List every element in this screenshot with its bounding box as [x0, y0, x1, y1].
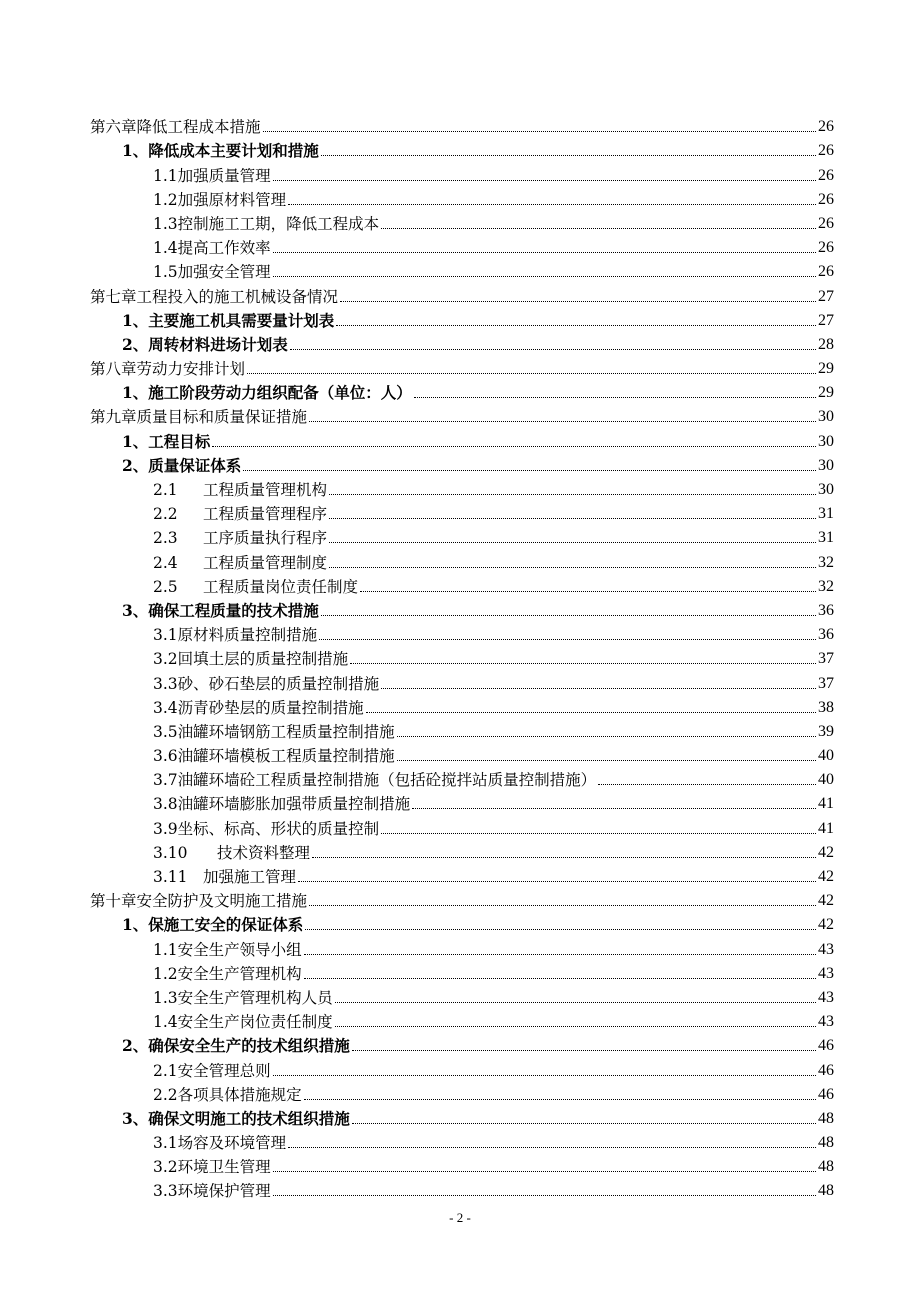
dot-leader [288, 1147, 816, 1148]
toc-entry-number: 2.2 [153, 1085, 178, 1104]
page-number: - 2 - [449, 1210, 471, 1225]
toc-entry-number: 2、 [122, 1036, 149, 1056]
toc-entry-title: 沥青砂垫层的质量控制措施 [177, 698, 364, 717]
toc-entry-title: 第六章降低工程成本措施 [90, 118, 261, 137]
toc-entry-title: 工程质量管理机构 [203, 481, 328, 499]
dot-leader [412, 808, 816, 809]
toc-entry-number: 1、 [122, 383, 149, 403]
toc-entry-page: 28 [818, 335, 834, 353]
toc-entry[interactable] [90, 209, 834, 233]
toc-entry-number: 3.1 [153, 1134, 178, 1153]
toc-entry[interactable] [90, 1104, 834, 1128]
toc-entry-label [90, 191, 286, 209]
toc-entry-label [90, 602, 319, 620]
dot-leader [304, 954, 816, 955]
toc-entry-label [90, 360, 245, 378]
dot-leader [360, 591, 816, 592]
toc-entry-title: 加强原材料管理 [177, 190, 287, 209]
toc-entry-page: 26 [818, 166, 834, 184]
toc-entry-label [90, 844, 310, 862]
toc-entry-title: 工程目标 [148, 431, 211, 451]
toc-entry-number: 3、 [122, 1108, 149, 1128]
dot-leader [366, 712, 816, 713]
toc-entry[interactable] [90, 1176, 834, 1200]
toc-entry-page: 42 [818, 868, 834, 885]
dot-leader [263, 131, 816, 132]
toc-entry[interactable] [90, 306, 834, 330]
toc-entry-number: 2.1 [153, 481, 178, 499]
dot-leader [336, 325, 816, 326]
dot-leader [381, 688, 816, 689]
toc-entry[interactable] [90, 281, 834, 305]
toc-entry-page: 42 [818, 892, 834, 910]
toc-entry[interactable] [90, 233, 834, 257]
toc-entry-page: 48 [818, 1182, 834, 1200]
toc-entry[interactable] [90, 354, 834, 378]
toc-entry-number: 3、 [122, 600, 149, 620]
toc-entry-page: 41 [818, 819, 834, 837]
dot-leader [273, 180, 816, 181]
toc-entry-label [90, 481, 327, 499]
toc-entry-page: 27 [818, 311, 834, 329]
toc-entry[interactable] [90, 910, 834, 934]
toc-entry-label [90, 723, 395, 741]
toc-entry-page: 29 [818, 384, 834, 402]
toc-entry-page: 38 [818, 698, 834, 716]
toc-entry-label [90, 1037, 350, 1055]
dot-leader [298, 881, 816, 882]
toc-entry-page: 31 [818, 529, 834, 547]
toc-entry-title: 加强施工管理 [203, 868, 297, 886]
toc-entry-title: 技术资料整理 [217, 843, 311, 862]
toc-entry-label [90, 892, 307, 910]
toc-entry-number: 3.4 [153, 698, 178, 717]
toc-entry-page: 30 [818, 481, 834, 498]
toc-entry-number: 1.4 [153, 1013, 178, 1032]
toc-entry-number: 2.5 [153, 577, 178, 596]
toc-entry-label [90, 795, 410, 813]
toc-entry-number: 3.9 [153, 819, 178, 838]
toc-entry-page: 26 [818, 118, 834, 136]
toc-entry-title: 原材料质量控制措施 [177, 626, 318, 645]
toc-entry-title: 场容及环境管理 [177, 1134, 287, 1153]
toc-entry-number: 3.2 [153, 650, 178, 669]
toc-entry-number: 1、 [122, 915, 149, 935]
toc-entry[interactable] [90, 838, 834, 862]
toc-entry[interactable] [90, 886, 834, 910]
dot-leader [319, 639, 816, 640]
toc-entry-number: 3.3 [153, 674, 178, 693]
toc-entry-number: 3.1 [153, 626, 178, 645]
toc-entry-title: 提高工作效率 [177, 239, 271, 258]
toc-entry-title: 第九章质量目标和质量保证措施 [90, 408, 308, 427]
dot-leader [290, 349, 816, 350]
toc-entry[interactable] [90, 813, 834, 837]
toc-entry-label [90, 312, 334, 330]
toc-entry[interactable] [90, 983, 834, 1007]
toc-entry[interactable] [90, 523, 834, 547]
toc-entry-title: 确保工程质量的技术措施 [148, 600, 319, 620]
toc-entry-page: 42 [818, 843, 834, 861]
dot-leader [309, 905, 816, 906]
dot-leader [309, 421, 816, 422]
toc-entry-number: 1.3 [153, 214, 178, 233]
toc-entry-title: 加强质量管理 [177, 166, 271, 185]
toc-entry-label [90, 384, 412, 402]
toc-entry-number: 2.4 [153, 553, 178, 572]
toc-entry-page: 27 [818, 287, 834, 305]
toc-entry-title: 油罐环墙膨胀加强带质量控制措施 [177, 795, 411, 814]
toc-entry-title: 环境保护管理 [177, 1182, 271, 1201]
toc-entry-page: 36 [818, 601, 834, 619]
toc-entry-page: 26 [818, 214, 834, 232]
toc-entry-page: 36 [818, 626, 834, 644]
toc-entry-number: 1、 [122, 141, 149, 161]
toc-entry-page: 26 [818, 190, 834, 208]
toc-entry-title: 控制施工工期，降低工程成本 [177, 214, 380, 233]
toc-entry-label [90, 675, 379, 693]
toc-entry-title: 质量保证体系 [148, 455, 242, 475]
toc-entry-label [90, 650, 348, 668]
toc-entry[interactable] [90, 620, 834, 644]
toc-entry[interactable] [90, 136, 834, 160]
toc-entry[interactable] [90, 644, 834, 668]
toc-entry-label [90, 118, 261, 136]
dot-leader [247, 373, 816, 374]
dot-leader [273, 1171, 816, 1172]
dot-leader [305, 929, 816, 930]
toc-entry[interactable] [90, 426, 834, 450]
toc-entry-title: 工程质量管理制度 [203, 553, 328, 572]
toc-entry-title: 第八章劳动力安排计划 [90, 360, 246, 379]
toc-entry-number: 2.1 [153, 1061, 178, 1080]
toc-entry-label [90, 965, 302, 983]
toc-entry-label [90, 167, 271, 185]
toc-entry-page: 32 [818, 577, 834, 595]
toc-entry-label [90, 1182, 271, 1200]
toc-entry-page: 43 [818, 940, 834, 958]
toc-entry[interactable] [90, 451, 834, 475]
toc-entry-label [90, 1110, 350, 1128]
dot-leader [340, 301, 816, 302]
dot-leader [321, 155, 816, 156]
toc-entry-title: 油罐环墙砼工程质量控制措施（包括砼搅拌站质量控制措施） [177, 771, 597, 790]
dot-leader [273, 252, 816, 253]
toc-entry-page: 26 [818, 263, 834, 281]
toc-entry-title: 工程质量岗位责任制度 [203, 577, 359, 596]
toc-entry[interactable] [90, 765, 834, 789]
toc-entry-number: 1.1 [153, 166, 178, 185]
toc-entry-number: 1.2 [153, 964, 178, 983]
toc-entry-title: 施工阶段劳动力组织配备（单位：人） [148, 383, 412, 403]
dot-leader [381, 833, 816, 834]
toc-entry-number: 2、 [122, 334, 149, 354]
toc-entry-page: 46 [818, 1061, 834, 1079]
toc-entry-title: 安全生产岗位责任制度 [177, 1013, 333, 1032]
toc-entry[interactable] [90, 934, 834, 958]
toc-entry-page: 40 [818, 771, 834, 789]
toc-entry-number: 2.2 [153, 505, 178, 524]
toc-entry-number: 3.5 [153, 722, 178, 741]
toc-entry-number: 1.3 [153, 988, 178, 1007]
toc-entry-page: 29 [818, 360, 834, 378]
toc-entry-label [90, 1086, 302, 1104]
toc-entry[interactable] [90, 1152, 834, 1176]
dot-leader [243, 470, 816, 471]
toc-entry-page: 30 [818, 432, 834, 450]
toc-entry[interactable] [90, 112, 834, 136]
toc-entry-page: 46 [818, 1037, 834, 1055]
toc-entry-label [90, 989, 333, 1007]
toc-entry-number: 1.5 [153, 263, 178, 282]
toc-entry[interactable] [90, 717, 834, 741]
toc-entry-number: 3.7 [153, 771, 178, 790]
toc-entry-page: 26 [818, 142, 834, 160]
dot-leader [273, 276, 816, 277]
toc-entry[interactable] [90, 596, 834, 620]
toc-entry-page: 31 [818, 505, 834, 523]
toc-entry-label [90, 771, 596, 789]
dot-leader [397, 736, 816, 737]
toc-entry-page: 42 [818, 916, 834, 934]
dot-leader [329, 567, 816, 568]
toc-entry-label [90, 336, 288, 354]
toc-entry-page: 32 [818, 553, 834, 571]
toc-entry[interactable] [90, 1128, 834, 1152]
toc-entry-label [90, 1134, 286, 1152]
toc-entry[interactable] [90, 572, 834, 596]
toc-entry-label [90, 578, 358, 596]
dot-leader [397, 760, 816, 761]
toc-entry-title: 主要施工机具需要量计划表 [148, 310, 335, 330]
toc-entry-number: 2、 [122, 455, 149, 475]
toc-entry-label [90, 941, 302, 959]
dot-leader [335, 1026, 816, 1027]
toc-entry-title: 周转材料进场计划表 [148, 334, 288, 354]
toc-entry-number: 1.4 [153, 239, 178, 258]
toc-entry-title: 保施工安全的保证体系 [148, 915, 304, 935]
toc-entry-page: 41 [818, 795, 834, 813]
toc-entry-label [90, 916, 303, 934]
dot-leader [312, 857, 816, 858]
table-of-contents [90, 112, 834, 1200]
toc-entry-page: 43 [818, 988, 834, 1006]
toc-entry-label [90, 820, 379, 838]
toc-entry-label [90, 1013, 333, 1031]
toc-entry-title: 坐标、标高、形状的质量控制 [177, 819, 380, 838]
toc-entry-title: 加强安全管理 [177, 263, 271, 282]
toc-entry-number: 2.3 [153, 529, 178, 548]
toc-entry-number: 1、 [122, 431, 149, 451]
dot-leader [329, 518, 816, 519]
toc-entry-title: 安全生产管理机构 [177, 964, 302, 983]
toc-entry-title: 油罐环墙模板工程质量控制措施 [177, 747, 395, 766]
toc-entry[interactable] [90, 789, 834, 813]
toc-entry-label [90, 626, 317, 644]
toc-entry-label [90, 263, 271, 281]
toc-entry-page: 37 [818, 650, 834, 668]
toc-entry-label [90, 288, 338, 306]
toc-entry-number: 3.3 [153, 1182, 178, 1201]
toc-entry[interactable] [90, 257, 834, 281]
toc-entry-title: 降低成本主要计划和措施 [148, 141, 319, 161]
toc-entry-title: 砂、砂石垫层的质量控制措施 [177, 674, 380, 693]
toc-entry-title: 各项具体措施规定 [177, 1085, 302, 1104]
dot-leader [321, 615, 816, 616]
dot-leader [288, 204, 816, 205]
toc-entry[interactable] [90, 1055, 834, 1079]
toc-entry-title: 确保安全生产的技术组织措施 [148, 1036, 350, 1056]
dot-leader [350, 663, 816, 664]
toc-entry-label [90, 457, 241, 475]
toc-entry-title: 安全生产管理机构人员 [177, 988, 333, 1007]
toc-entry-number: 3.11 [153, 868, 188, 886]
dot-leader [352, 1123, 816, 1124]
dot-leader [304, 978, 816, 979]
toc-entry[interactable] [90, 862, 834, 886]
toc-entry-label [90, 554, 327, 572]
toc-entry-label [90, 408, 307, 426]
toc-entry-number: 3.6 [153, 747, 178, 766]
toc-entry-label [90, 1158, 271, 1176]
toc-entry-page: 37 [818, 674, 834, 692]
toc-entry-page: 30 [818, 456, 834, 474]
dot-leader [273, 1195, 816, 1196]
toc-entry-page: 39 [818, 722, 834, 740]
toc-entry-label [90, 699, 364, 717]
toc-entry-title: 第十章安全防护及文明施工措施 [90, 892, 308, 911]
toc-entry-label [90, 142, 319, 160]
toc-entry[interactable] [90, 185, 834, 209]
toc-entry[interactable] [90, 475, 834, 499]
toc-entry[interactable] [90, 1031, 834, 1055]
toc-entry-page: 48 [818, 1109, 834, 1127]
toc-entry-page: 43 [818, 1013, 834, 1031]
toc-entry-page: 46 [818, 1085, 834, 1103]
toc-entry-title: 环境卫生管理 [177, 1158, 271, 1177]
toc-entry-page: 48 [818, 1134, 834, 1152]
toc-entry-number: 3.8 [153, 795, 178, 814]
toc-entry-title: 安全管理总则 [177, 1061, 271, 1080]
toc-entry-label [90, 433, 210, 451]
toc-entry[interactable] [90, 1007, 834, 1031]
toc-entry-label [90, 868, 296, 886]
toc-entry-title: 确保文明施工的技术组织措施 [148, 1108, 350, 1128]
toc-entry-title: 回填土层的质量控制措施 [177, 650, 349, 669]
dot-leader [212, 446, 816, 447]
toc-entry-page: 43 [818, 964, 834, 982]
toc-entry-title: 第七章工程投入的施工机械设备情况 [90, 287, 339, 306]
dot-leader [352, 1050, 816, 1051]
toc-entry-number: 1、 [122, 310, 149, 330]
toc-entry-title: 安全生产领导小组 [177, 940, 302, 959]
toc-entry-number: 3.10 [153, 843, 188, 862]
toc-entry-title: 油罐环墙钢筋工程质量控制措施 [177, 722, 395, 741]
toc-entry[interactable] [90, 741, 834, 765]
dot-leader [304, 1099, 816, 1100]
dot-leader [329, 542, 816, 543]
toc-entry-number: 1.1 [153, 940, 178, 959]
toc-entry-label [90, 215, 379, 233]
toc-entry-page: 40 [818, 747, 834, 765]
toc-entry-label [90, 747, 395, 765]
toc-entry[interactable] [90, 1080, 834, 1104]
dot-leader [414, 397, 816, 398]
toc-entry-label [90, 1062, 271, 1080]
dot-leader [273, 1075, 816, 1076]
toc-entry[interactable] [90, 330, 834, 354]
toc-entry-title: 工序质量执行程序 [203, 529, 328, 548]
dot-leader [381, 228, 816, 229]
toc-entry[interactable] [90, 693, 834, 717]
toc-entry[interactable] [90, 160, 834, 184]
toc-entry[interactable] [90, 378, 834, 402]
toc-entry-title: 工程质量管理程序 [203, 505, 328, 524]
toc-entry-page: 26 [818, 239, 834, 257]
toc-entry[interactable] [90, 959, 834, 983]
toc-entry-label [90, 239, 271, 257]
dot-leader [329, 494, 816, 495]
toc-entry-label [90, 529, 327, 547]
toc-entry[interactable] [90, 668, 834, 692]
toc-entry[interactable] [90, 547, 834, 571]
toc-entry-page: 30 [818, 408, 834, 426]
toc-entry-label [90, 505, 327, 523]
dot-leader [598, 784, 816, 785]
toc-entry[interactable] [90, 402, 834, 426]
toc-entry[interactable] [90, 499, 834, 523]
dot-leader [335, 1002, 816, 1003]
toc-entry-page: 48 [818, 1158, 834, 1176]
toc-entry-number: 3.2 [153, 1158, 178, 1177]
toc-entry-number: 1.2 [153, 190, 178, 209]
